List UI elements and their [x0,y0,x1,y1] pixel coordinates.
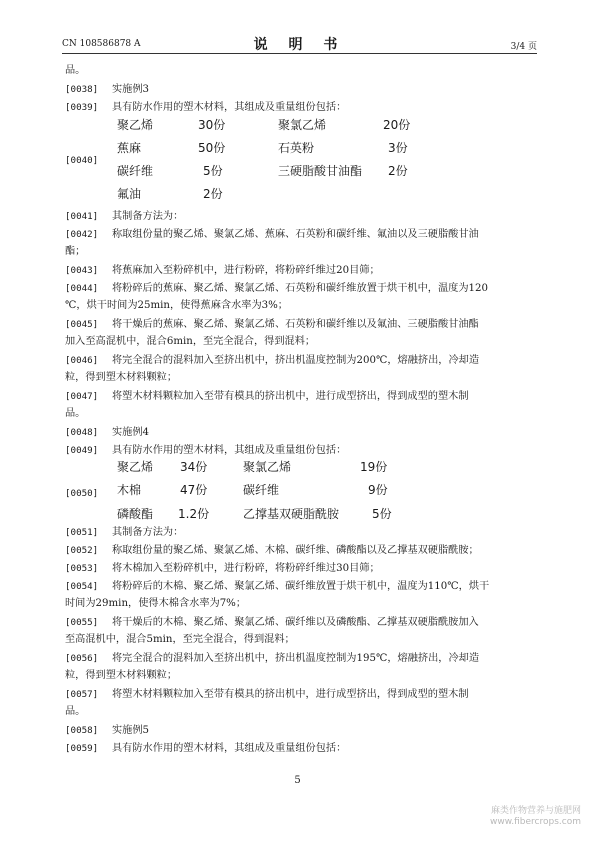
text-line: 称取组份量的聚乙烯、聚氯乙烯、木棉、碳纤维、磷酸酯以及乙撑基双硬脂酰胺； [112,545,479,556]
component-name: 石英粉 [278,141,315,155]
component-name: 碳纤维 [117,164,154,178]
component-name: 三硬脂酸甘油酯 [278,164,363,178]
component-amount: 2份 [203,187,223,201]
component-amount: 3份 [388,141,408,155]
text-line: 加入至高混机中，混合6min，至完全混合，得到混料； [65,336,316,347]
para-number: [0056] [65,653,99,664]
text-line: 品。 [65,408,86,419]
text-line: 酯； [65,246,86,257]
text-line: ℃，烘干时间为25min，使得蕉麻含水率为3%； [65,300,288,311]
para-number: [0054] [65,581,99,592]
component-name: 聚氯乙烯 [243,460,292,474]
text-line: 具有防水作用的塑木材料，其组成及重量组份包括： [112,743,347,754]
component-amount: 5份 [372,507,392,521]
text-line: 具有防水作用的塑木材料，其组成及重量组份包括： [112,102,347,113]
text-line: 粒，得到塑木材料颗粒； [65,670,178,681]
component-name: 聚氯乙烯 [278,118,327,132]
para-number: [0046] [65,355,99,366]
text-line: 将蕉麻加入至粉碎机中，进行粉碎，将粉碎纤维过20目筛； [112,265,380,276]
page-indicator: 3/4 页 [510,42,537,52]
component-amount: 30份 [198,118,226,132]
text-line: 将粉碎后的木棉、聚乙烯、聚氯乙烯、碳纤维放置于烘干机中，温度为110℃，烘干 [112,581,490,592]
para-number: [0041] [65,211,99,222]
component-name: 磷酸酯 [117,507,154,521]
para-number: [0053] [65,563,99,574]
section-heading: 实施例5 [112,725,150,736]
text-line: 将干燥后的木棉、聚乙烯、聚氯乙烯、碳纤维以及磷酸酯、乙撑基双硬脂酰胺加入 [112,617,479,628]
component-name: 乙撑基双硬脂酰胺 [243,507,340,521]
component-amount: 19份 [360,460,388,474]
para-number: [0043] [65,265,99,276]
para-number: [0048] [65,427,99,438]
document-title: 说 明 书 [253,37,346,53]
text-line: 粒，得到塑木材料颗粒； [65,372,178,383]
text-line: 将粉碎后的蕉麻、聚乙烯、聚氯乙烯、石英粉和碳纤维放置于烘干机中，温度为120 [112,283,489,294]
component-amount: 9份 [368,483,388,497]
para-number: [0055] [65,617,99,628]
para-number: [0050] [65,488,99,499]
component-amount: 50份 [198,141,226,155]
para-number: [0058] [65,725,99,736]
text-line: 至高混机中，混合5min，至完全混合，得到混料； [65,634,295,645]
page-header [62,37,537,54]
component-amount: 34份 [180,460,208,474]
component-amount: 20份 [383,118,411,132]
text-line: 将塑木材料颗粒加入至带有模具的挤出机中，进行成型挤出，得到成型的塑木制 [112,391,469,402]
text-line: 其制备方法为： [112,527,184,538]
watermark [490,806,581,828]
text-line: 将完全混合的混料加入至挤出机中，挤出机温度控制为195℃，熔融挤出，冷却造 [112,653,480,664]
text-line: 将干燥后的蕉麻、聚乙烯、聚氯乙烯、石英粉和碳纤维以及氟油、三硬脂酸甘油酯 [112,319,479,330]
text-line: 将塑木材料颗粒加入至带有模具的挤出机中，进行成型挤出，得到成型的塑木制 [112,689,469,700]
component-name: 聚乙烯 [117,118,154,132]
component-name: 氟油 [117,187,142,201]
text-line: 将完全混合的混料加入至挤出机中，挤出机温度控制为200℃，熔融挤出，冷却造 [112,355,480,366]
component-name: 蕉麻 [117,141,142,155]
text-line: 称取组份量的聚乙烯、聚氯乙烯、蕉麻、石英粉和碳纤维、氟油以及三硬脂酸甘油 [112,229,479,240]
para-number: [0057] [65,689,99,700]
para-number: [0049] [65,445,99,456]
section-heading: 实施例3 [112,84,150,95]
para-number: [0044] [65,283,99,294]
patent-number: CN 108586878 A [62,39,141,49]
component-amount: 2份 [388,164,408,178]
component-amount: 5份 [203,164,223,178]
section-heading: 实施例4 [112,427,150,438]
component-amount: 1.2份 [178,507,210,521]
text-line: 时间为29min，使得木棉含水率为7%； [65,598,247,609]
para-number: [0039] [65,102,99,113]
component-name: 碳纤维 [243,483,280,497]
para-number: [0045] [65,319,99,330]
text-line: 将木棉加入至粉碎机中，进行粉碎，将粉碎纤维过30目筛； [112,563,380,574]
text-line: 品。 [65,65,86,76]
text-line: 具有防水作用的塑木材料，其组成及重量组份包括： [112,445,347,456]
page-number: 5 [294,775,301,786]
component-amount: 47份 [180,483,208,497]
para-number: [0052] [65,545,99,556]
para-number: [0042] [65,229,99,240]
text-line: 其制备方法为： [112,211,184,222]
text-line: 品。 [65,706,86,717]
watermark-url: www.fibercrops.com [490,817,581,827]
para-number: [0047] [65,391,99,402]
para-number: [0038] [65,84,99,95]
component-name: 聚乙烯 [117,460,154,474]
watermark-title: 麻类作物营养与施肥网 [490,806,581,816]
component-name: 木棉 [117,483,142,497]
para-number: [0040] [65,155,99,166]
para-number: [0059] [65,743,99,754]
para-number: [0051] [65,527,99,538]
